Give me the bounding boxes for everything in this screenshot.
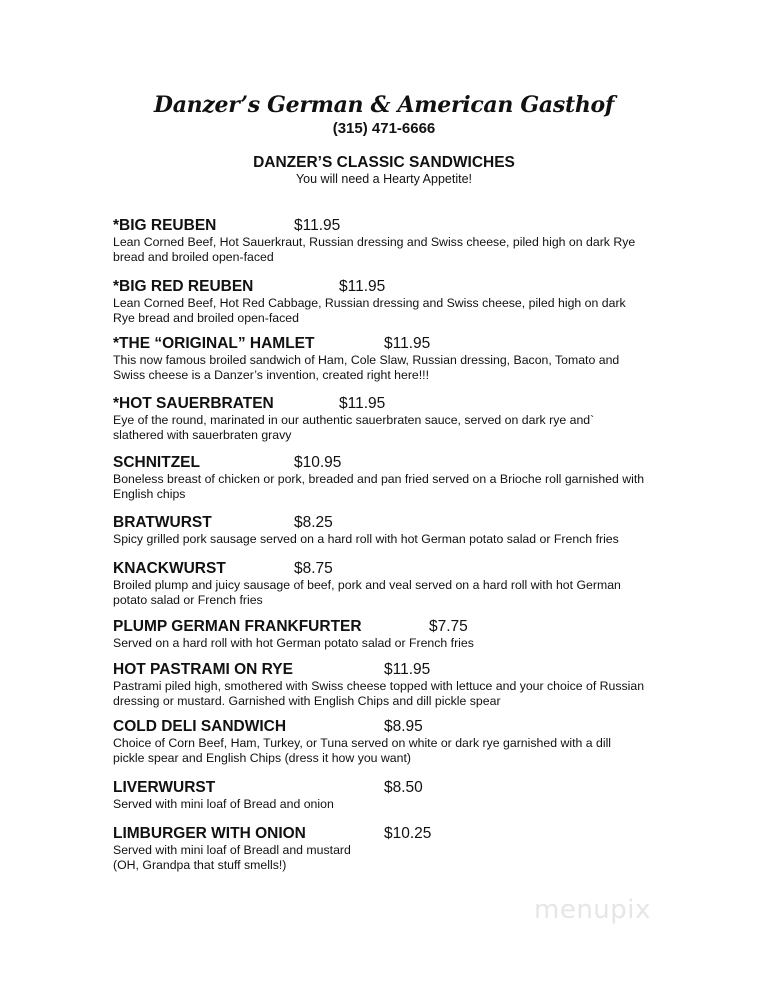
menu-item-description	[113, 578, 673, 608]
menu-item-name: SCHNITZEL	[113, 454, 200, 471]
description-line: Boneless breast of chicken or pork, breaded and pan fried served on a Brioche roll garnished with	[113, 472, 645, 486]
menu-item-name: BRATWURST	[113, 514, 212, 531]
menu-item-hot-pastrami-on-rye	[113, 660, 673, 709]
menupix-watermark: menupix	[534, 895, 651, 925]
section-title: DANZER’S CLASSIC SANDWICHES	[253, 154, 515, 171]
description-line: Choice of Corn Beef, Ham, Turkey, or Tuna served on white or dark rye garnished with a dill	[113, 736, 612, 750]
description-line: Swiss cheese is a Danzer’s invention, created right here!!!	[113, 368, 430, 382]
menu-item-name: *BIG REUBEN	[113, 217, 217, 234]
menu-item-bratwurst	[113, 513, 673, 547]
description-line: pickle spear and English Chips (dress it how you want)	[113, 751, 412, 765]
menu-item-big-reuben	[113, 216, 673, 265]
menu-item-price: $11.95	[384, 661, 431, 678]
description-line: Eye of the round, marinated in our authentic sauerbraten sauce, served on dark rye and`	[113, 413, 595, 427]
menu-item-name: LIVERWURST	[113, 779, 216, 796]
description-line: Served on a hard roll with hot German potato salad or French fries	[113, 636, 474, 650]
description-line: (OH, Grandpa that stuff smells!)	[113, 858, 287, 872]
menu-item-price: $8.25	[294, 514, 333, 531]
description-line: English chips	[113, 487, 186, 501]
menu-item-name: *BIG RED REUBEN	[113, 278, 254, 295]
menu-item-plump-german-frankfurter	[113, 617, 673, 651]
menu-item-description	[113, 636, 673, 651]
menu-item-name: KNACKWURST	[113, 560, 226, 577]
description-line: This now famous broiled sandwich of Ham, Cole Slaw, Russian dressing, Bacon, Tomato and	[113, 353, 620, 367]
menu-item-limburger-with-onion	[113, 824, 673, 873]
description-line: slathered with sauerbraten gravy	[113, 428, 292, 442]
menu-item-hot-sauerbraten	[113, 394, 673, 443]
menu-item-description	[113, 679, 673, 709]
description-line: Served with mini loaf of Breadl and mustard	[113, 843, 351, 857]
menu-item-price: $11.95	[339, 278, 386, 295]
menu-item-description	[113, 296, 673, 326]
menu-item-price: $8.50	[384, 779, 423, 796]
menu-item-cold-deli-sandwich	[113, 717, 673, 766]
menu-item-description	[113, 843, 673, 873]
menu-item-name: HOT PASTRAMI ON RYE	[113, 661, 293, 678]
menu-item-original-hamlet	[113, 334, 673, 383]
description-line: Served with mini loaf of Bread and onion	[113, 797, 334, 811]
menu-item-schnitzel	[113, 453, 673, 502]
description-line: Pastrami piled high, smothered with Swiss cheese topped with lettuce and your choice of Russian	[113, 679, 645, 693]
menu-item-name: COLD DELI SANDWICH	[113, 718, 287, 735]
menu-item-price: $11.95	[339, 395, 386, 412]
description-line: potato salad or French fries	[113, 593, 263, 607]
restaurant-phone: (315) 471-6666	[332, 120, 436, 137]
description-line: Rye bread and broiled open-faced	[113, 311, 299, 325]
menu-item-price: $11.95	[384, 335, 431, 352]
menu-header	[0, 92, 768, 138]
description-line: Lean Corned Beef, Hot Red Cabbage, Russian dressing and Swiss cheese, piled high on dark	[113, 296, 626, 310]
restaurant-title: Danzer’s German & American Gasthof	[153, 92, 615, 118]
description-line: dressing or mustard. Garnished with English Chips and dill pickle spear	[113, 694, 501, 708]
menu-item-price: $8.75	[294, 560, 333, 577]
menu-item-liverwurst	[113, 778, 673, 812]
menu-item-name: LIMBURGER WITH ONION	[113, 825, 306, 842]
menu-item-price: $11.95	[294, 217, 341, 234]
description-line: bread and broiled open-faced	[113, 250, 274, 264]
description-line: Spicy grilled pork sausage served on a hard roll with hot German potato salad or French fries	[113, 532, 619, 546]
menu-item-price: $7.75	[429, 618, 468, 635]
menu-item-price: $10.25	[384, 825, 432, 842]
menu-item-big-red-reuben	[113, 277, 673, 326]
menu-item-description	[113, 413, 673, 443]
description-line: Lean Corned Beef, Hot Sauerkraut, Russian dressing and Swiss cheese, piled high on dark Rye	[113, 235, 636, 249]
menu-item-price: $10.95	[294, 454, 342, 471]
section-subtitle: You will need a Hearty Appetite!	[295, 172, 473, 186]
menu-item-description	[113, 472, 673, 502]
menu-item-price: $8.95	[384, 718, 423, 735]
menu-item-description	[113, 797, 673, 812]
menu-item-description	[113, 532, 673, 547]
menu-item-description	[113, 353, 673, 383]
menu-item-description	[113, 235, 673, 265]
menu-item-knackwurst	[113, 559, 673, 608]
section-header	[0, 154, 768, 187]
menu-item-name: *HOT SAUERBRATEN	[113, 395, 274, 412]
menu-item-name: PLUMP GERMAN FRANKFURTER	[113, 618, 362, 635]
menu-item-name: *THE “ORIGINAL” HAMLET	[113, 335, 315, 352]
description-line: Broiled plump and juicy sausage of beef, pork and veal served on a hard roll with hot German	[113, 578, 621, 592]
menu-item-description	[113, 736, 673, 766]
